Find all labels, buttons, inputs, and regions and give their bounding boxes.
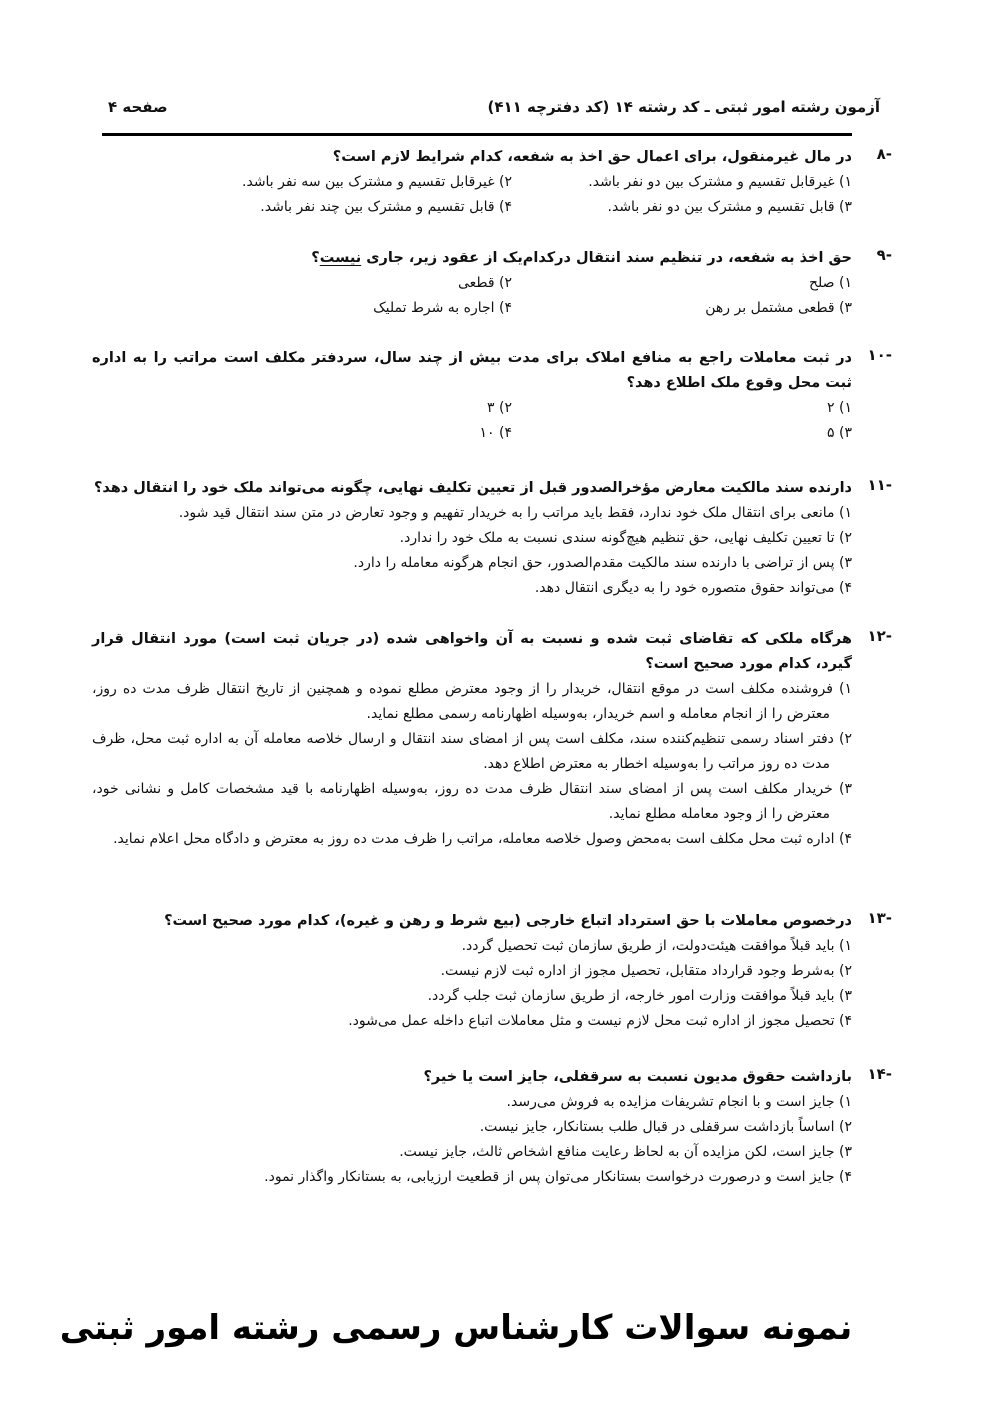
option-1[interactable]: ۱) ۲ [827,400,852,416]
question-number: -۱۴ [867,1065,892,1083]
option-3[interactable]: ۳) جایز است، لکن مزایده آن به لحاظ رعایت منافع اشخاص ثالث، جایز نیست. [399,1144,852,1160]
question-text: در مال غیرمنقول، برای اعمال حق اخذ به شفعه، کدام شرایط لازم است؟ [332,149,852,165]
options [92,501,852,601]
option-1[interactable]: ۱) غیرقابل تقسیم و مشترک بین دو نفر باشد. [588,174,852,190]
options [92,271,852,321]
option-4[interactable]: ۴) اجاره به شرط تملیک [373,300,512,316]
question-text: دارنده سند مالکیت معارض مؤخرالصدور قبل از تعیین تکلیف نهایی، چگونه می‌تواند ملک خود را انتقال دهد؟ [93,480,852,496]
option-2[interactable]: ۲) به‌شرط وجود قرارداد متقابل، تحصیل مجوز از اداره ثبت لازم نیست. [440,963,852,979]
question-12 [92,627,892,852]
question-number: -۱۱ [867,476,892,494]
question-13 [92,909,892,1034]
question-text [92,246,852,271]
question-number: -۹ [876,246,892,264]
options [92,677,852,852]
question-mark: ؟ [311,250,320,266]
question-8 [92,145,892,220]
page-number-label: صفحه ۴ [108,98,168,116]
option-1[interactable]: ۱) باید قبلاً موافقت هیئت‌دولت، از طریق سازمان ثبت تحصیل گردد. [461,938,852,954]
options [92,1090,852,1190]
options [92,934,852,1034]
watermark-caption: نمونه سوالات کارشناس رسمی رشته امور ثبتی [59,1308,853,1348]
option-1[interactable]: ۱) صلح [808,275,852,291]
option-2[interactable]: ۲) غیرقابل تقسیم و مشترک بین سه نفر باشد. [242,174,512,190]
option-1[interactable]: ۱) جایز است و با انجام تشریفات مزایده به فروش می‌رسد. [506,1094,852,1110]
option-4[interactable]: ۴) می‌تواند حقوق متصوره خود را به دیگری انتقال دهد. [534,580,852,596]
options [92,170,852,220]
options [92,396,852,446]
option-2[interactable]: ۲) ۳ [487,400,512,416]
option-3[interactable]: ۳) خریدار مکلف است پس از امضای سند انتقال ظرف مدت ده روز، به‌وسیله اظهارنامه با قید مشخصات کامل و نشانی خود، معترض را از وجود معامله مطلع نماید. [92,781,852,822]
question-number: -۱۲ [867,627,892,645]
question-text: هرگاه ملکی که تقاضای ثبت شده و نسبت به آن واخواهی شده (در جریان ثبت است) مورد انتقال قرار گیرد، کدام مورد صحیح است؟ [92,631,852,672]
question-number: -۸ [876,145,892,163]
option-2[interactable]: ۲) تا تعیین تکلیف نهایی، حق تنظیم هیچ‌گونه سندی نسبت به ملک خود را ندارد. [399,530,852,546]
question-number: -۱۰ [867,346,892,364]
question-text-main: حق اخذ به شفعه، در تنظیم سند انتقال درکدام‌یک از عقود زیر، جاری [361,250,852,266]
option-2[interactable]: ۲) دفتر اسناد رسمی تنظیم‌کننده سند، مکلف است پس از امضای سند انتقال و ارسال خلاصه معامله آن به اداره ثبت محل، ظرف مدت ده روز مراتب را به‌وسیله اخطار به معترض اطلاع دهد. [92,731,852,772]
question-11 [92,476,892,601]
question-9 [92,246,892,321]
option-2[interactable]: ۲) اساساً بازداشت سرقفلی در قبال طلب بستانکار، جایز نیست. [479,1119,852,1135]
option-4[interactable]: ۴) اداره ثبت محل مکلف است به‌محض وصول خلاصه معامله، مراتب را ظرف مدت ده روز به معترض و دادگاه محل اعلام نماید. [113,831,852,847]
question-number: -۱۳ [867,909,892,927]
option-1[interactable]: ۱) مانعی برای انتقال ملک خود ندارد، فقط باید مراتب را به خریدار تفهیم و وجود تعارض در متن سند انتقال قید شود. [178,505,852,521]
question-14 [92,1065,892,1190]
option-4[interactable]: ۴) قابل تقسیم و مشترک بین چند نفر باشد. [260,199,512,215]
option-4[interactable]: ۴) تحصیل مجوز از اداره ثبت محل لازم نیست و مثل معاملات اتباع داخله عمل می‌شود. [348,1013,852,1029]
question-10 [92,346,892,446]
option-4[interactable]: ۴) جایز است و درصورت درخواست بستانکار می‌توان پس از قطعیت ارزیابی، به بستانکار واگذار نمود. [264,1169,852,1185]
option-3[interactable]: ۳) قطعی مشتمل بر رهن [705,300,852,316]
question-text: در ثبت معاملات راجع به منافع املاک برای مدت بیش از چند سال، سردفتر مکلف است مراتب را به اداره ثبت محل وقوع ملک اطلاع دهد؟ [92,350,852,391]
exam-header-title: آزمون رشته امور ثبتی ـ کد رشته ۱۴ (کد دفترچه ۴۱۱) [487,98,880,116]
option-3[interactable]: ۳) ۵ [827,425,852,441]
question-text-emphasis: نیست [319,250,362,266]
option-3[interactable]: ۳) قابل تقسیم و مشترک بین دو نفر باشد. [607,199,852,215]
option-3[interactable]: ۳) باید قبلاً موافقت وزارت امور خارجه، از طریق سازمان ثبت جلب گردد. [427,988,852,1004]
option-2[interactable]: ۲) قطعی [457,275,512,291]
option-1[interactable]: ۱) فروشنده مکلف است در موقع انتقال، خریدار را از وجود معترض مطلع نموده و همچنین از تاریخ انتقال ظرف مدت ده روز، معترض را از انجام معامله و اسم خریدار، به‌وسیله اظهارنامه رسمی مطلع نماید. [92,681,852,722]
option-3[interactable]: ۳) پس از تراضی با دارنده سند مالکیت مقدم‌الصدور، حق انجام هرگونه معامله را دارد. [353,555,852,571]
question-text: بازداشت حقوق مدیون نسبت به سرقفلی، جایز است یا خیر؟ [423,1069,852,1085]
header-divider [102,133,852,136]
question-text: درخصوص معاملات با حق استرداد اتباع خارجی (بیع شرط و رهن و غیره)، کدام مورد صحیح است؟ [164,913,852,929]
option-4[interactable]: ۴) ۱۰ [479,425,512,441]
